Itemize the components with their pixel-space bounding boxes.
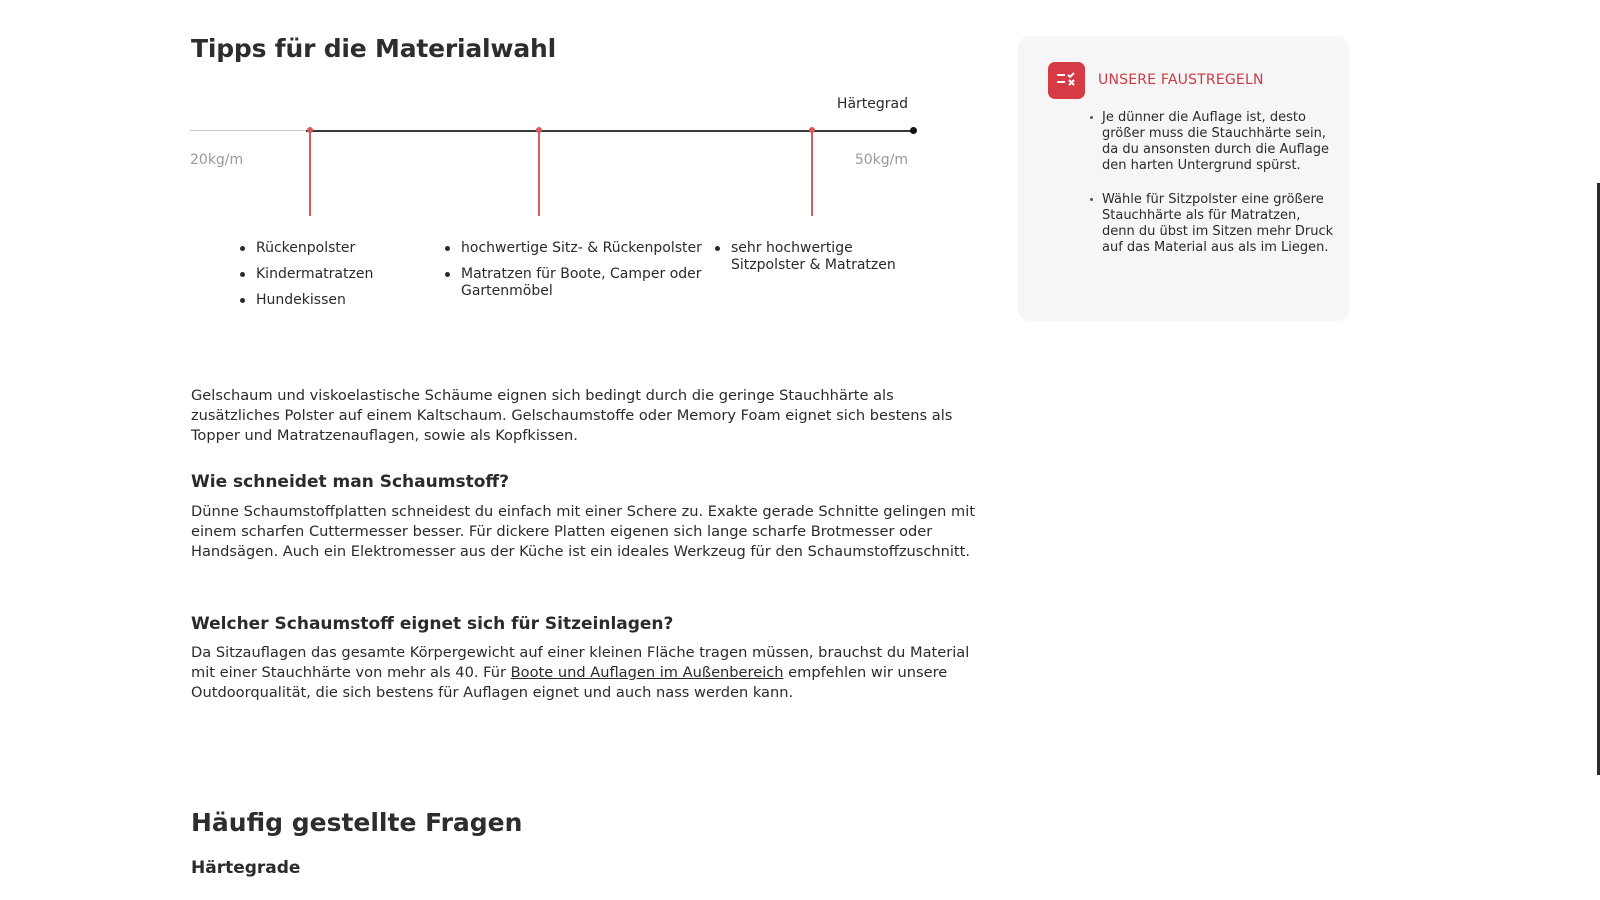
seat-text-after: empfehlen wir unsere Outdoorqualität, die sich bestens für Auflagen eignet und auch nass werden kann. bbox=[191, 664, 948, 701]
scale-title: Härtegrad bbox=[836, 96, 908, 112]
scale-line-start bbox=[190, 130, 306, 131]
outdoor-link[interactable]: Boote und Auflagen im Außenbereich bbox=[510, 664, 784, 681]
scale-column-low bbox=[240, 240, 425, 318]
scale-line bbox=[306, 130, 914, 132]
scale-min-label: 20kg/m bbox=[190, 152, 244, 168]
hardness-scale bbox=[190, 90, 930, 330]
list-item: Hundekissen bbox=[240, 292, 425, 309]
seat-heading: Welcher Schaumstoff eignet sich für Sitzeinlagen? bbox=[191, 614, 674, 634]
scale-end-dot bbox=[910, 127, 917, 134]
scale-marker-high bbox=[811, 128, 813, 216]
section-title: Tipps für die Materialwahl bbox=[191, 34, 556, 63]
cut-paragraph: Dünne Schaumstoffplatten schneidest du einfach mit einer Schere zu. Exakte gerade Schnitte gelingen mit einem scharfen Cuttermesser besser. Für dickere Platten eigenen sich lange scharfe Brotmesser oder Handsägen. Auch ein Elektromesser aus der Küche ist ein ideales Werkzeug für den Schaumstoffzuschnitt. bbox=[191, 503, 976, 560]
scale-max-label: 50kg/m bbox=[854, 152, 908, 168]
scale-marker-mid bbox=[538, 128, 540, 216]
faq-subheading: Härtegrade bbox=[191, 858, 301, 878]
list-item: Kindermatratzen bbox=[240, 266, 425, 283]
checklist-icon bbox=[1048, 62, 1085, 99]
rule-item: Wähle für Sitzpolster eine größere Stauchhärte als für Matratzen, denn du übst im Sitzen mehr Druck auf das Material aus als im Liegen. bbox=[1090, 192, 1335, 256]
list-item: Rückenpolster bbox=[240, 240, 425, 257]
seat-paragraph bbox=[191, 643, 981, 703]
gel-foam-paragraph: Gelschaum und viskoelastische Schäume eignen sich bedingt durch die geringe Stauchhärte als zusätzliches Polster auf einem Kaltschaum. Gelschaumstoffe oder Memory Foam eignet sich bestens als Topper und Matratzenauflagen, sowie als Kopfkissen. bbox=[191, 387, 953, 444]
cut-heading: Wie schneidet man Schaumstoff? bbox=[191, 472, 510, 492]
scale-column-high bbox=[715, 240, 925, 283]
rules-card bbox=[1018, 36, 1349, 321]
scale-column-mid bbox=[445, 240, 705, 309]
list-item: sehr hochwertige Sitzpolster & Matratzen bbox=[715, 240, 925, 274]
seat-text-before: Da Sitzauflagen das gesamte Körpergewicht auf einer kleinen Fläche tragen müssen, brauchst du Material mit einer Stauchhärte von mehr als 40. Für bbox=[191, 644, 970, 681]
list-item: hochwertige Sitz- & Rückenpolster bbox=[445, 240, 705, 257]
scale-marker-low bbox=[309, 128, 311, 216]
rules-list bbox=[1090, 110, 1335, 274]
rule-item: Je dünner die Auflage ist, desto größer muss die Stauchhärte sein, da du ansonsten durch die Auflage den harten Untergrund spürst. bbox=[1090, 110, 1335, 174]
rules-card-title: UNSERE FAUSTREGELN bbox=[1098, 72, 1264, 88]
faq-title: Häufig gestellte Fragen bbox=[191, 808, 523, 837]
list-item: Matratzen für Boote, Camper oder Gartenmöbel bbox=[445, 266, 705, 300]
